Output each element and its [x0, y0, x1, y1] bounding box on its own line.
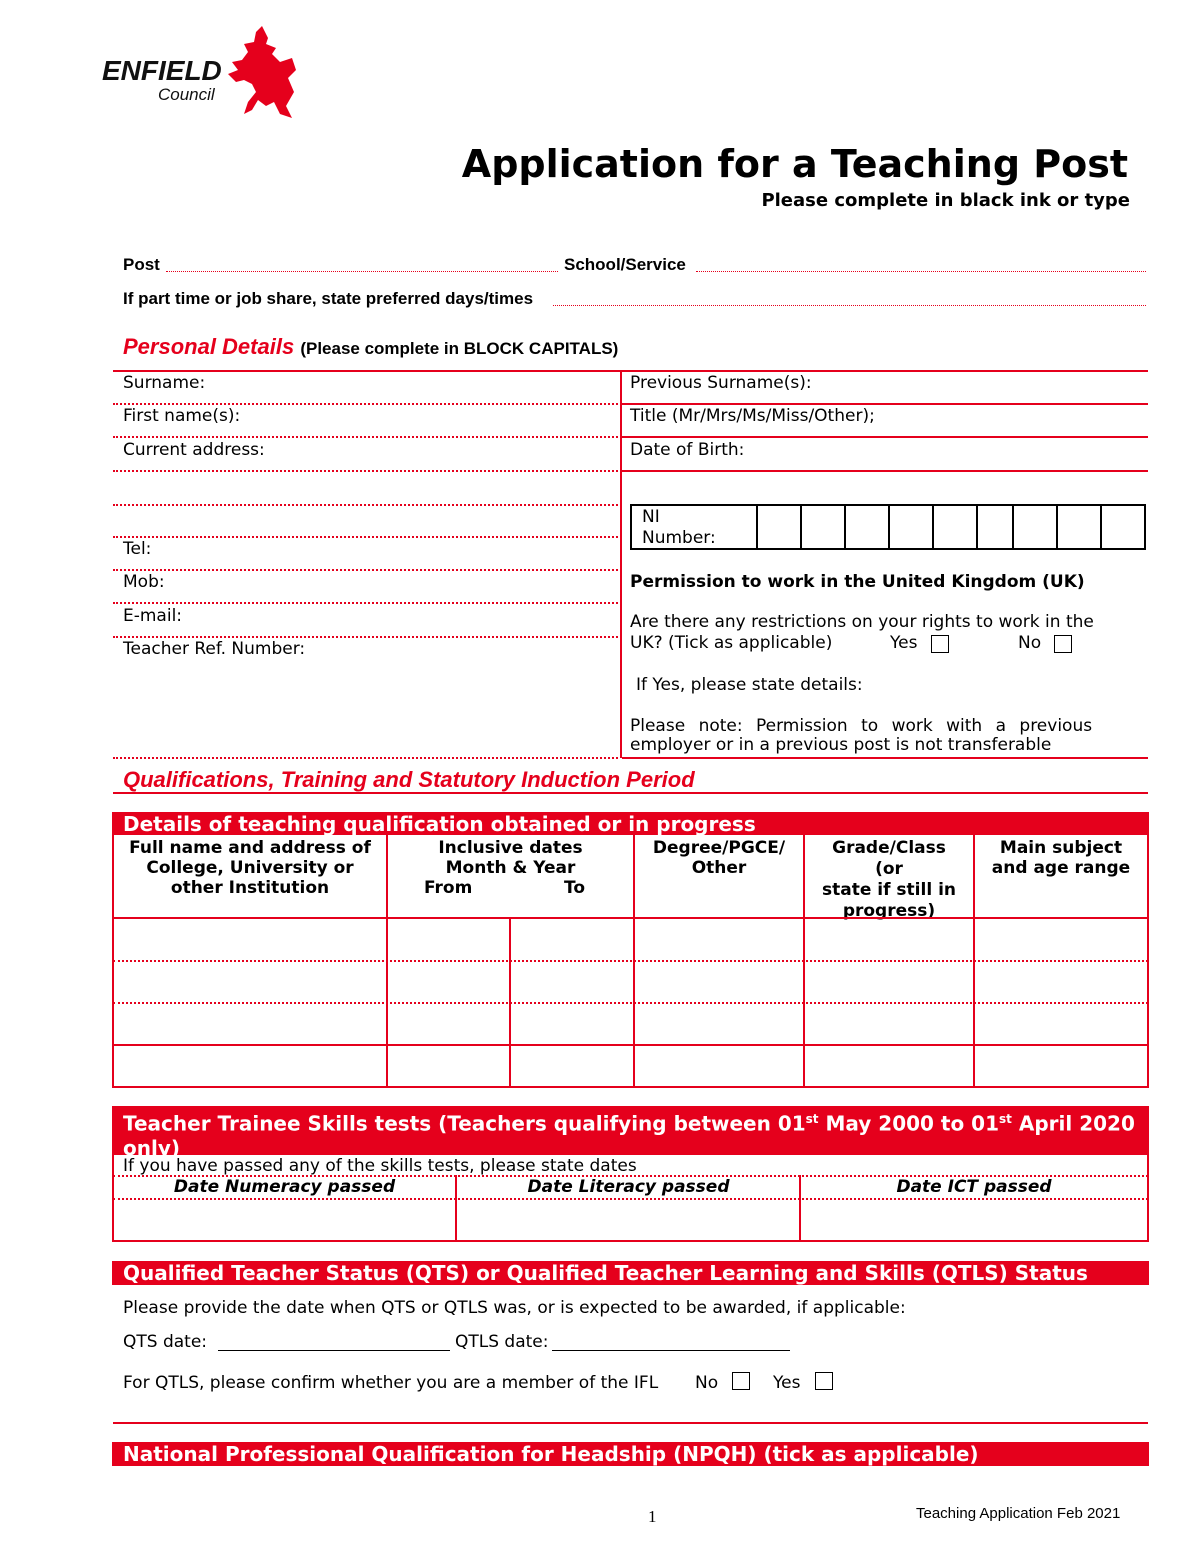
ni-cell[interactable]	[888, 504, 932, 550]
row-line	[113, 403, 618, 405]
col-dates-header	[388, 838, 633, 898]
row-line	[113, 757, 618, 759]
row-line	[622, 436, 1148, 438]
restrictions-line-2: UK? (Tick as applicable)	[630, 633, 833, 653]
teaching-qualification-band: Details of teaching qualification obtained or in progress	[113, 813, 1148, 835]
ni-label-2: Number:	[642, 528, 716, 548]
parttime-field[interactable]	[553, 305, 1146, 306]
parttime-label: If part time or job share, state preferred days/times	[123, 289, 534, 308]
ifl-yes-checkbox[interactable]	[815, 1372, 833, 1390]
first-name-label: First name(s):	[123, 406, 241, 426]
tel-label: Tel:	[123, 539, 152, 559]
qualification-row[interactable]	[114, 1046, 1147, 1086]
qualifications-line	[113, 792, 1148, 794]
post-field[interactable]	[166, 271, 558, 272]
address-label: Current address:	[123, 440, 265, 460]
literacy-date-field[interactable]	[458, 1201, 798, 1239]
restrict-no-label: No	[1018, 633, 1042, 653]
to-label: To	[564, 878, 586, 898]
personal-top-line	[113, 370, 1148, 372]
ifl-no-checkbox[interactable]	[732, 1372, 750, 1390]
npqh-band: National Professional Qualification for Headship (NPQH) (tick as applicable)	[112, 1442, 1149, 1466]
row-line	[113, 602, 618, 604]
ni-cell[interactable]	[1012, 504, 1056, 550]
personal-heading-text: Personal Details	[123, 334, 295, 359]
qualifications-heading: Qualifications, Training and Statutory Induction Period	[123, 767, 695, 792]
ifl-text: For QTLS, please confirm whether you are a member of the IFL	[123, 1373, 659, 1393]
header-line: College, University or	[146, 858, 354, 878]
skills-band-line-1	[123, 1107, 1148, 1136]
row-line	[113, 1198, 1148, 1200]
col-divider	[455, 1175, 457, 1241]
header-line: Degree/PGCE/	[652, 838, 786, 858]
ni-cell[interactable]	[756, 504, 800, 550]
qts-date-label: QTS date:	[123, 1332, 208, 1352]
col-degree-header	[635, 838, 803, 878]
restrict-no-checkbox[interactable]	[1054, 635, 1072, 653]
personal-bottom-line	[622, 757, 1148, 759]
header-line: Month & Year	[445, 858, 576, 878]
row-line	[113, 569, 618, 571]
header-line: (or	[875, 859, 903, 879]
personal-note: (Please complete in BLOCK CAPITALS)	[300, 339, 619, 358]
ni-cell[interactable]	[1056, 504, 1100, 550]
page-subtitle: Please complete in black ink or type	[761, 190, 1130, 211]
post-label: Post	[123, 255, 160, 274]
ni-cell[interactable]	[800, 504, 844, 550]
ni-label-1: NI	[642, 507, 660, 527]
header-line: and age range	[991, 858, 1131, 878]
qts-date-field[interactable]	[218, 1330, 450, 1351]
ifl-no-label: No	[695, 1373, 719, 1393]
email-label: E-mail:	[123, 606, 183, 626]
ni-cells	[756, 504, 1146, 550]
qts-provide-text: Please provide the date when QTS or QTLS was, or is expected to be awarded, if applicable:	[123, 1298, 906, 1318]
header-line: Main subject	[999, 838, 1123, 858]
header-line: state if still in	[821, 880, 956, 900]
title-label: Title (Mr/Mrs/Ms/Miss/Other);	[630, 406, 875, 426]
skills-instruction: If you have passed any of the skills tests, please state dates	[123, 1156, 637, 1176]
permission-heading: Permission to work in the United Kingdom (UK)	[630, 572, 1085, 592]
band-text: April 2020	[1011, 1111, 1135, 1136]
band-sup: st	[805, 1112, 819, 1126]
qts-band: Qualified Teacher Status (QTS) or Qualified Teacher Learning and Skills (QTLS) Status	[112, 1261, 1149, 1285]
ni-cell[interactable]	[1100, 504, 1146, 550]
enfield-council-logo	[100, 22, 305, 122]
dob-label: Date of Birth:	[630, 440, 745, 460]
row-line	[113, 504, 618, 506]
ni-cell[interactable]	[976, 504, 1012, 550]
permission-note-1: Please note: Permission to work with a previous	[630, 716, 1093, 736]
skills-tests-band	[113, 1107, 1148, 1160]
qtls-date-field[interactable]	[552, 1330, 790, 1351]
dragon-icon	[222, 22, 302, 122]
school-label: School/Service	[564, 255, 686, 274]
logo-brand: ENFIELD	[102, 55, 222, 86]
from-label: From	[424, 878, 473, 898]
mob-label: Mob:	[123, 572, 165, 592]
qualification-row[interactable]	[114, 920, 1147, 960]
band-text: Teacher Trainee Skills tests (Teachers qualifying between 01	[123, 1111, 806, 1136]
col-grade-header	[805, 838, 973, 922]
qualification-row[interactable]	[114, 962, 1147, 1002]
header-line: other Institution	[170, 878, 330, 898]
numeracy-header: Date Numeracy passed	[173, 1177, 396, 1197]
if-yes-label: If Yes, please state details:	[636, 675, 863, 695]
qualification-row[interactable]	[114, 1004, 1147, 1044]
restrict-yes-checkbox[interactable]	[931, 635, 949, 653]
col-institution-header	[114, 838, 386, 898]
band-sup: st	[999, 1112, 1012, 1126]
literacy-header: Date Literacy passed	[527, 1177, 730, 1197]
prev-surname-label: Previous Surname(s):	[630, 373, 812, 393]
restrictions-line-1: Are there any restrictions on your rights to work in the	[630, 612, 1094, 632]
header-line: Grade/Class	[832, 838, 946, 858]
page-number: 1	[648, 1507, 657, 1526]
row-line	[113, 536, 618, 538]
row-line	[113, 470, 618, 472]
header-line: progress)	[842, 901, 936, 921]
permission-note-2: employer or in a previous post is not transferable	[630, 735, 1052, 755]
col-subject-header	[975, 838, 1147, 878]
school-field[interactable]	[696, 271, 1146, 272]
col-divider	[799, 1175, 801, 1241]
ni-cell[interactable]	[932, 504, 976, 550]
table-row-line	[113, 917, 1148, 919]
ni-cell[interactable]	[844, 504, 888, 550]
surname-label: Surname:	[123, 373, 206, 393]
header-line: Inclusive dates	[438, 838, 583, 858]
band-text: May 2000 to 01	[818, 1111, 1000, 1136]
ict-header: Date ICT passed	[896, 1177, 1052, 1197]
ict-date-field[interactable]	[802, 1201, 1146, 1239]
qts-bottom-line	[113, 1422, 1148, 1424]
page-title: Application for a Teaching Post	[461, 142, 1128, 186]
personal-details-heading	[123, 334, 618, 360]
logo-sub: Council	[158, 85, 215, 104]
row-line	[622, 470, 1148, 472]
header-line: Other	[691, 858, 747, 878]
row-line	[113, 636, 618, 638]
row-line	[113, 436, 618, 438]
qtls-date-label: QTLS date:	[455, 1332, 549, 1352]
footer-reference: Teaching Application Feb 2021	[916, 1505, 1121, 1522]
header-line: Full name and address of	[129, 838, 371, 858]
ifl-yes-label: Yes	[773, 1373, 801, 1393]
header-from-to	[388, 878, 633, 898]
row-line	[622, 403, 1148, 405]
numeracy-date-field[interactable]	[114, 1201, 454, 1239]
personal-divider	[620, 370, 622, 758]
restrict-yes-label: Yes	[890, 633, 918, 653]
skills-band-line-2: only)	[123, 1135, 181, 1160]
teacher-ref-label: Teacher Ref. Number:	[123, 639, 306, 659]
